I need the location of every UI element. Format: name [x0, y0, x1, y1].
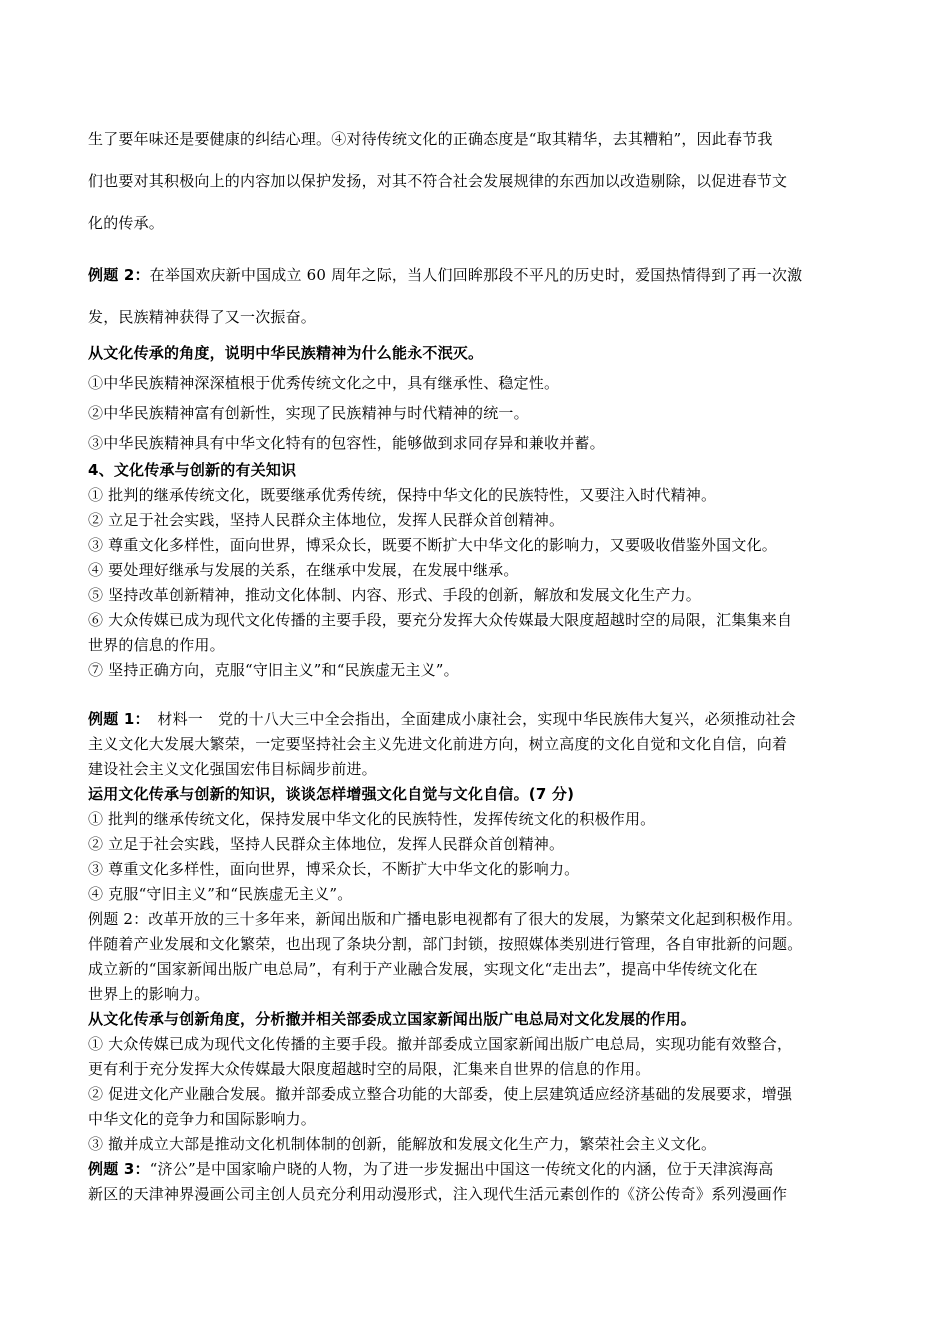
section-4: [88, 458, 878, 683]
question: 从文化传承的角度，说明中华民族精神为什么能永不泯灭。: [88, 344, 484, 362]
text-line: 们也要对其积极向上的内容加以保护发扬，对其不符合社会发展规律的东西加以改造剔除，以促进春节文: [88, 172, 788, 190]
text-line: 新区的天津神界漫画公司主创人员充分利用动漫形式，注入现代生活元素创作的《济公传奇》系列漫画作: [88, 1185, 788, 1203]
answer-item: ③中华民族精神具有中华文化特有的包容性，能够做到求同存异和兼收并蓄。: [88, 434, 605, 452]
example-label: 例题 2：: [88, 266, 150, 284]
answer-item: ④ 克服“守旧主义”和“民族虚无主义”。: [88, 885, 353, 903]
example-label: 例题 3：: [88, 1160, 150, 1178]
list-item: 世界的信息的作用。: [88, 636, 225, 654]
answer-item: 更有利于充分发挥大众传媒最大限度超越时空的局限，汇集来自世界的信息的作用。: [88, 1060, 651, 1078]
text-line: 生了要年味还是要健康的纠结心理。④对待传统文化的正确态度是“取其精华，去其糟粕”，因此春节我: [88, 130, 773, 148]
text-line: 建设社会主义文化强国宏伟目标阔步前进。: [88, 760, 377, 778]
answer-item: ② 促进文化产业融合发展。撤并部委成立整合功能的大部委，使上层建筑适应经济基础的发展要求，增强: [88, 1085, 793, 1103]
intro-paragraph: [88, 118, 878, 244]
text-line: 例题 2：在举国欢庆新中国成立 60 周年之际，当人们回眸那段不平凡的历史时，爱国热情得到了再一次激: [88, 266, 803, 284]
example-2-first: [88, 254, 878, 458]
answer-item: ②中华民族精神富有创新性，实现了民族精神与时代精神的统一。: [88, 404, 529, 422]
example-3: [88, 1157, 878, 1207]
answer-item: 中华文化的竞争力和国际影响力。: [88, 1110, 317, 1128]
text-line: 例题 1： 材料一 党的十八大三中全会指出，全面建成小康社会，实现中华民族伟大复兴，必须推动社会: [88, 710, 796, 728]
example-2-second: [88, 907, 878, 1157]
list-item: ⑦ 坚持正确方向，克服“守旧主义”和“民族虚无主义”。: [88, 661, 459, 679]
document-page: [88, 118, 878, 1207]
text-line: 世界上的影响力。: [88, 985, 210, 1003]
text-line: 伴随着产业发展和文化繁荣，也出现了条块分割，部门封锁，按照媒体类别进行管理，各自审批新的问题。: [88, 935, 803, 953]
list-item: ① 批判的继承传统文化，既要继承优秀传统，保持中华文化的民族特性，又要注入时代精神。: [88, 486, 717, 504]
list-item: ⑤ 坚持改革创新精神，推动文化体制、内容、形式、手段的创新，解放和发展文化生产力。: [88, 586, 701, 604]
text-line: 发，民族精神获得了又一次振奋。: [88, 308, 317, 326]
list-item: ④ 要处理好继承与发展的关系，在继承中发展，在发展中继承。: [88, 561, 519, 579]
question: 运用文化传承与创新的知识，谈谈怎样增强文化自觉与文化自信。(7 分): [88, 785, 575, 803]
text-line: 主义文化大发展大繁荣，一定要坚持社会主义先进文化前进方向，树立高度的文化自觉和文化自信，向着: [88, 735, 788, 753]
question: 从文化传承与创新角度，分析撤并相关部委成立国家新闻出版广电总局对文化发展的作用。: [88, 1010, 697, 1028]
answer-item: ① 大众传媒已成为现代文化传播的主要手段。撤并部委成立国家新闻出版广电总局，实现功能有效整合，: [88, 1035, 793, 1053]
text-line: 化的传承。: [88, 214, 165, 232]
answer-item: ③ 尊重文化多样性，面向世界，博采众长，不断扩大中华文化的影响力。: [88, 860, 580, 878]
answer-item: ①中华民族精神深深植根于优秀传统文化之中，具有继承性、稳定性。: [88, 374, 560, 392]
example-label: 例题 1：: [88, 710, 143, 728]
text-line: 成立新的“国家新闻出版广电总局”，有利于产业融合发展，实现文化“走出去”，提高中华传统文化在: [88, 960, 758, 978]
answer-item: ③ 撤并成立大部是推动文化机制体制的创新，能解放和发展文化生产力，繁荣社会主义文化。: [88, 1135, 717, 1153]
list-item: ⑥ 大众传媒已成为现代文化传播的主要手段，要充分发挥大众传媒最大限度超越时空的局限，汇集集来自: [88, 611, 793, 629]
answer-item: ② 立足于社会实践，坚持人民群众主体地位，发挥人民群众首创精神。: [88, 835, 565, 853]
text-line: 例题 3：“济公”是中国家喻户晓的人物，为了进一步发掘出中国这一传统文化的内涵，位于天津滨海高: [88, 1160, 774, 1178]
section-heading: 4、文化传承与创新的有关知识: [88, 461, 297, 479]
list-item: ② 立足于社会实践，坚持人民群众主体地位，发挥人民群众首创精神。: [88, 511, 565, 529]
text-line: 例题 2：改革开放的三十多年来，新闻出版和广播电影电视都有了很大的发展，为繁荣文化起到积极作用。: [88, 910, 802, 928]
list-item: ③ 尊重文化多样性，面向世界，博采众长，既要不断扩大中华文化的影响力，又要吸收借鉴外国文化。: [88, 536, 777, 554]
answer-item: ① 批判的继承传统文化，保持发展中华文化的民族特性，发挥传统文化的积极作用。: [88, 810, 656, 828]
example-1: [88, 707, 878, 907]
